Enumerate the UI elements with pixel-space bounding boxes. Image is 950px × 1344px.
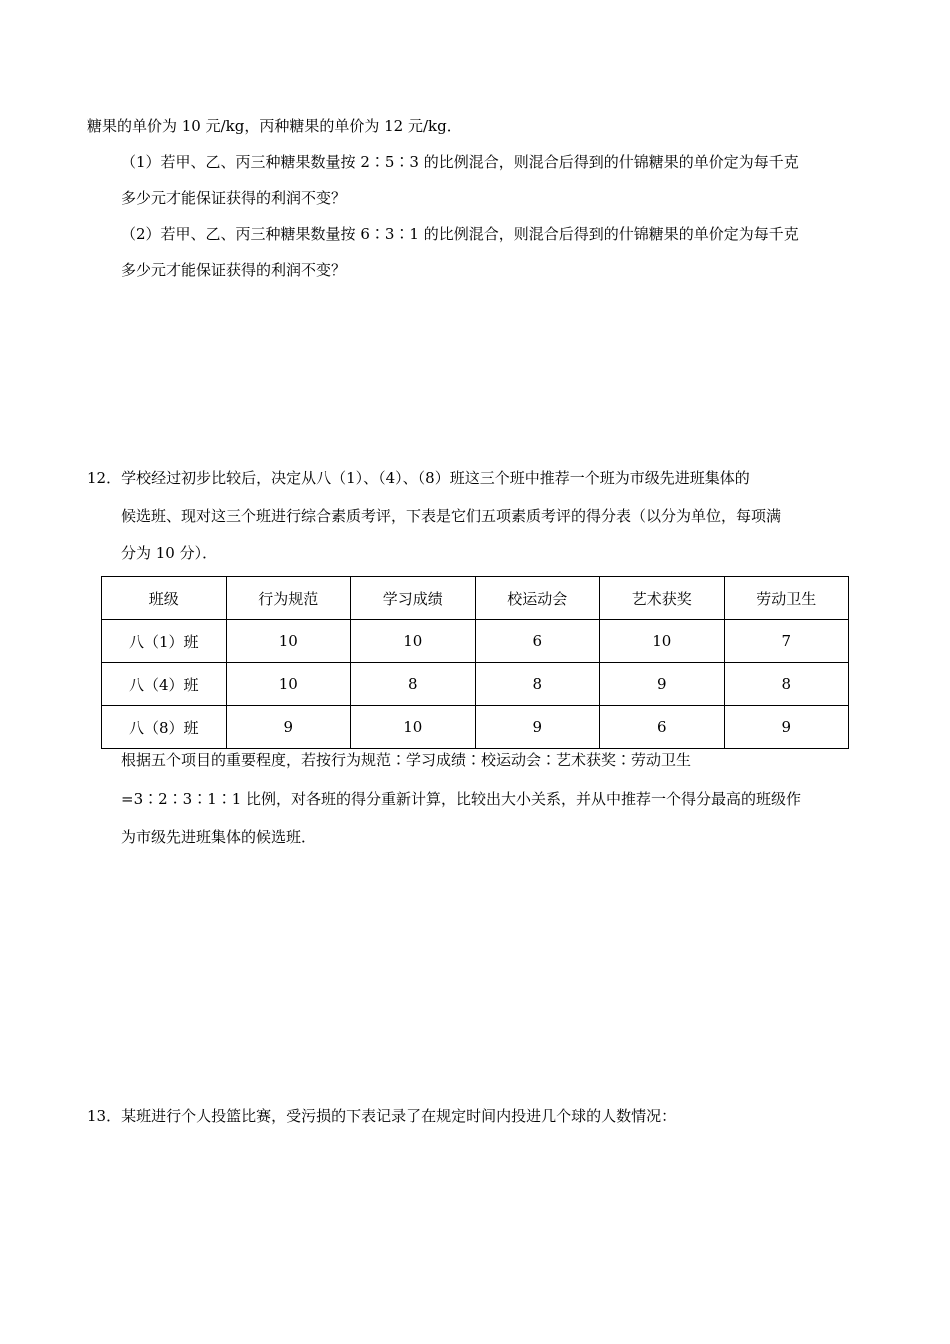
q11-part2-line2: 多少元才能保证获得的利润不变？ <box>121 261 347 279</box>
q11-part1-line2: 多少元才能保证获得的利润不变？ <box>121 189 347 207</box>
table-cell: 10 <box>600 620 725 663</box>
table-cell: 9 <box>724 706 849 749</box>
q13-line1: 13．某班进行个人投篮比赛，受污损的下表记录了在规定时间内投进几个球的人数情况： <box>87 1107 677 1125</box>
table-cell: 6 <box>475 620 600 663</box>
score-table <box>101 576 849 749</box>
q12-after-line2: =3∶2∶3∶1∶1 比例，对各班的得分重新计算，比较出大小关系，并从中推荐一个得分最高的班级作 <box>121 790 802 808</box>
table-row <box>102 706 849 749</box>
table-cell: 10 <box>351 706 476 749</box>
table-cell: 8 <box>724 663 849 706</box>
q12-after-line1: 根据五个项目的重要程度，若按行为规范∶学习成绩∶校运动会∶艺术获奖∶劳动卫生 <box>121 751 692 769</box>
q12-line1: 12．学校经过初步比较后，决定从八（1）、（4）、（8）班这三个班中推荐一个班为市级先进班集体的 <box>87 469 750 487</box>
table-header-cell: 劳动卫生 <box>724 577 849 620</box>
table-cell: 9 <box>226 706 351 749</box>
table-cell: 8 <box>475 663 600 706</box>
q12-after-line3: 为市级先进班集体的候选班． <box>121 828 317 846</box>
table-cell: 8 <box>351 663 476 706</box>
table-cell: 7 <box>724 620 849 663</box>
table-cell: 9 <box>600 663 725 706</box>
table-cell: 八（8）班 <box>102 706 227 749</box>
table-cell: 10 <box>226 620 351 663</box>
table-header-cell: 艺术获奖 <box>600 577 725 620</box>
q11-part1-line1: （1）若甲、乙、丙三种糖果数量按 2∶5∶3 的比例混合，则混合后得到的什锦糖果的单价定为每千克 <box>121 153 799 171</box>
q12-line2: 候选班、现对这三个班进行综合素质考评，下表是它们五项素质考评的得分表（以分为单位，每项满 <box>121 507 782 525</box>
table-cell: 八（1）班 <box>102 620 227 663</box>
table-cell: 10 <box>226 663 351 706</box>
q11-intro-line: 糖果的单价为 10 元/kg，丙种糖果的单价为 12 元/kg． <box>87 117 462 135</box>
table-cell: 10 <box>351 620 476 663</box>
table-header-cell: 学习成绩 <box>351 577 476 620</box>
table-header-row <box>102 577 849 620</box>
q12-line3: 分为 10 分）． <box>121 544 218 562</box>
table-header-cell: 班级 <box>102 577 227 620</box>
table-row <box>102 620 849 663</box>
q11-part2-line1: （2）若甲、乙、丙三种糖果数量按 6∶3∶1 的比例混合，则混合后得到的什锦糖果的单价定为每千克 <box>121 225 799 243</box>
table-cell: 八（4）班 <box>102 663 227 706</box>
table-cell: 6 <box>600 706 725 749</box>
table-header-cell: 行为规范 <box>226 577 351 620</box>
table-row <box>102 663 849 706</box>
table-cell: 9 <box>475 706 600 749</box>
table-header-cell: 校运动会 <box>475 577 600 620</box>
